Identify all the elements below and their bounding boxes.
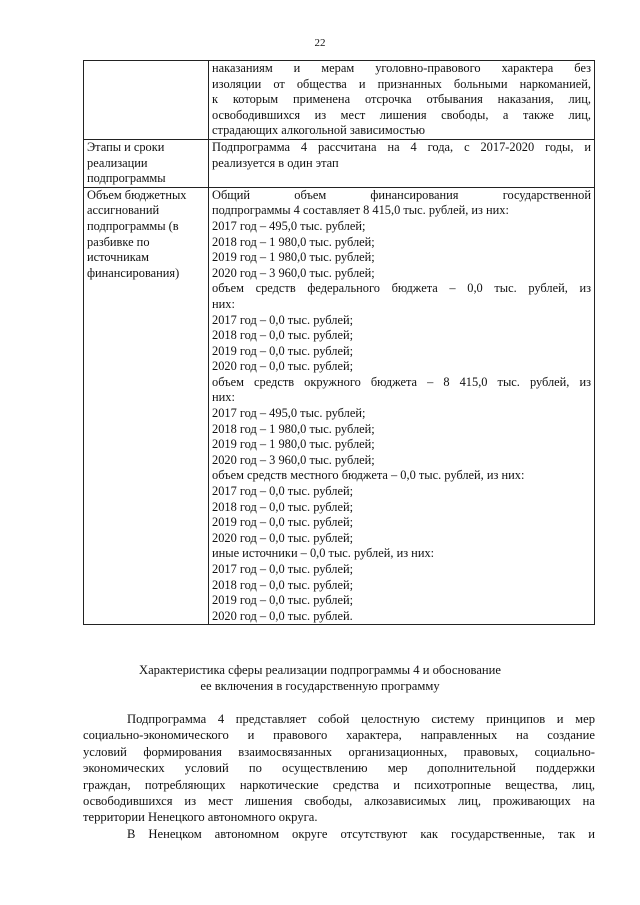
table-text-line: 2017 год – 0,0 тыс. рублей; [212,312,354,327]
table-text-line: подпрограммы 4 составляет 8 415,0 тыс. рублей, из них: [212,203,509,218]
table-text-line: 2020 год – 0,0 тыс. рублей; [212,359,354,374]
table-text-line: Общий объем финансирования государственной [212,187,591,202]
table-text-line: освободившихся из мест лишения свободы, а также лиц, [212,107,591,122]
body-paragraphs [83,711,595,842]
table-text-line: объем средств окружного бюджета – 8 415,0 тыс. рублей, из [212,374,591,389]
table-text-line: изоляции от общества и признанных больными наркоманией, [212,76,591,91]
table-label-line: источникам [87,250,149,265]
paragraph-line: условий формирования взаимосвязанных организационных, правовых, социально- [83,744,595,759]
paragraph-line: социально-экономического и правового характера, направленных на создание [83,728,595,743]
table-text-line: 2017 год – 495,0 тыс. рублей; [212,218,366,233]
table-label-cell [84,139,209,187]
table-text-line: 2019 год – 0,0 тыс. рублей; [212,593,354,608]
table-text-line: объем средств местного бюджета – 0,0 тыс. рублей, из них: [212,468,525,483]
table-value-cell [209,139,595,187]
table-text-line: 2020 год – 0,0 тыс. рублей. [212,608,353,623]
paragraph-line: освободившихся из мест лишения свободы, алкозависимых лиц, проживающих на [83,794,595,809]
table-text-line: 2017 год – 495,0 тыс. рублей; [212,406,366,421]
table-text-line: к которым применена отсрочка отбывания наказания, лиц, [212,92,591,107]
table-text-line: 2018 год – 0,0 тыс. рублей; [212,499,354,514]
table-value-cell [209,61,595,140]
table-label-line: финансирования) [87,265,180,280]
table-text-line: 2018 год – 1 980,0 тыс. рублей; [212,234,375,249]
table-text-line: 2020 год – 3 960,0 тыс. рублей; [212,452,375,467]
table-text-line: Подпрограмма 4 рассчитана на 4 года, с 2017-2020 годы, и [212,139,591,154]
table-label-line: Этапы и сроки [87,139,165,154]
section-heading-line: ее включения в государственную программу [200,679,440,693]
table-text-line: 2019 год – 1 980,0 тыс. рублей; [212,437,375,452]
table-label-line: подпрограммы [87,171,166,186]
table-label-cell [84,61,209,140]
table-value-cell [209,187,595,625]
section-heading [0,662,640,694]
table-row [84,187,595,625]
table-text-line: 2019 год – 0,0 тыс. рублей; [212,515,354,530]
table-label-cell [84,187,209,625]
table-label-line: разбивке по [87,234,150,249]
table-text-line: 2017 год – 0,0 тыс. рублей; [212,562,354,576]
table-label-line: реализации [87,155,148,170]
table-text-line: объем средств федерального бюджета – 0,0 тыс. рублей, из [212,281,591,296]
table-text-line: них: [212,296,235,311]
paragraph-line: В Ненецком автономном округе отсутствуют как государственные, так и [127,826,595,841]
table-text-line: 2019 год – 1 980,0 тыс. рублей; [212,250,375,265]
table-text-line: них: [212,390,235,405]
paragraph-line: граждан, потребляющих наркотические средства и психотропные вещества, лиц, [83,777,595,792]
table-label-line: ассигнований [87,203,160,218]
table-label-line: подпрограммы (в [87,218,179,233]
table-text-line: реализуется в один этап [212,155,339,170]
table-text-line: 2020 год – 3 960,0 тыс. рублей; [212,265,375,280]
table-row [84,61,595,140]
table-text-line: 2018 год – 1 980,0 тыс. рублей; [212,421,375,436]
table-text-line: 2018 год – 0,0 тыс. рублей; [212,577,354,592]
table-text-line: иные источники – 0,0 тыс. рублей, из них: [212,546,435,561]
table-text-line: страдающих алкогольной зависимостью [212,123,426,138]
passport-table [83,60,595,625]
page-number: 22 [314,37,326,49]
paragraph-line: территории Ненецкого автономного округа. [83,810,318,825]
paragraph-line: Подпрограмма 4 представляет собой целостную систему принципов и мер [127,712,595,726]
table-text-line: 2017 год – 0,0 тыс. рублей; [212,484,354,499]
section-heading-line: Характеристика сферы реализации подпрограммы 4 и обоснование [139,663,501,677]
table-text-line: 2018 год – 0,0 тыс. рублей; [212,328,354,343]
table-label-line: Объем бюджетных [87,187,187,202]
table-text-line: 2020 год – 0,0 тыс. рублей; [212,530,354,545]
table-text-line: наказаниям и мерам уголовно-правового характера без [212,61,591,75]
table-text-line: 2019 год – 0,0 тыс. рублей; [212,343,354,358]
paragraph-line: экономических условий по осуществлению мер дополнительной поддержки [83,761,595,776]
table-row [84,139,595,187]
